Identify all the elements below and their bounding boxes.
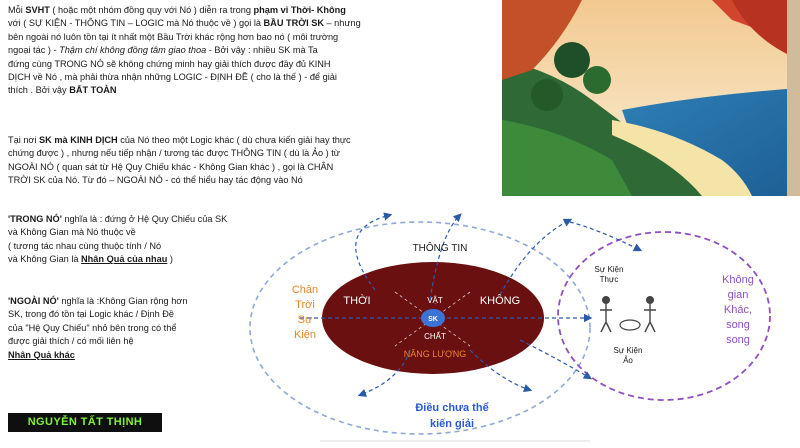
label-nang-luong: NĂNG LƯỢNG bbox=[403, 349, 467, 359]
label-khong-gian-2: gian bbox=[727, 289, 749, 301]
label-su-kien-thuc-1: Sự Kiện bbox=[594, 265, 624, 274]
label-khong-gian-5: song bbox=[726, 334, 750, 346]
label-chan-troi-3: Sự bbox=[297, 314, 313, 326]
label-chan-troi-4: Kiện bbox=[293, 329, 317, 341]
horizon-paragraph: Tại nơi SK mà KINH DỊCH của Nó theo một Logic khác ( dù chưa kiến giải hay thực chứng được ) , nhưng nếu tiếp nhận / tương tác được THÔNG TIN ( dù là Ảo ) từ NGOÀI NÓ ( quan sát từ Hệ Quy Chiếu khác - Không Gian khác ) , gọi là CHÂN TRỜI SK của Nó. Từ đó – NGOÀI NÓ - có thể hiểu hay tác động vào Nó bbox=[8, 135, 351, 186]
label-su-kien-ao-2: Ảo bbox=[623, 356, 633, 365]
label-dieu-chua-2: kiến giải bbox=[429, 418, 475, 430]
intro-paragraph: Mỗi SVHT ( hoặc một nhóm đồng quy với Nó ) diễn ra trong phạm vi Thời- Không với ( SỰ KIỆN - THÔNG TIN – LOGIC mà Nó thuộc về ) gọi là BẦU TRỜI SK – nhưng bên ngoài nó luôn tồn tại ít nhất một Bầu Trời khác rộng hơn bao nó ( môi trường ngoại tác ) - Thậm chí không đồng tâm giao thoa - Bởi vậy : nhiều SK mà Ta đứng cùng TRONG NÓ sẽ không chứng minh hay giải thích được đầy đủ KINH DỊCH về Nó , mà phải thừa nhận những LOGIC - ĐỊNH ĐỀ ( cho là thế ) - để giải thích . Bởi vậy BẤT TOÀN bbox=[8, 5, 361, 96]
author-signature: NGUYỄN TẤT THỊNH bbox=[8, 413, 162, 432]
label-su-kien-ao-1: Sự Kiện bbox=[613, 346, 643, 355]
label-khong-gian-3: Khác, bbox=[723, 304, 753, 316]
outside-definition: 'NGOÀI NÓ' nghĩa là :Không Gian rộng hơn SK, trong đó tồn tại Logic khác / Định Đề của "Hệ Quy Chiếu" nhỏ bên trong có thể được giải thích / có mối liên hệ Nhân Quả khác bbox=[8, 296, 188, 360]
figure-su-kien-thuc bbox=[600, 296, 612, 332]
arrow-down-far bbox=[520, 340, 590, 378]
figure-su-kien-ao bbox=[644, 296, 656, 332]
label-thoi: THỜI bbox=[343, 295, 371, 307]
sk-label: SK bbox=[428, 316, 438, 323]
label-chat: CHẤT bbox=[424, 332, 446, 341]
label-chan-troi-1: Chân bbox=[291, 284, 319, 296]
parallel-space-circle bbox=[558, 232, 770, 400]
portal-ring bbox=[620, 320, 640, 330]
label-thong-tin: THÔNG TIN bbox=[412, 243, 468, 254]
label-khong: KHÔNG bbox=[479, 295, 521, 307]
inside-definition: 'TRONG NÓ' nghĩa là : đứng ở Hệ Quy Chiếu của SK và Không Gian mà Nó thuộc về ( tương tác nhau cùng thuộc tính / Nó và Không Gian là Nhân Quả của nhau ) bbox=[8, 214, 228, 265]
label-khong-gian-1: Không bbox=[722, 274, 754, 286]
label-vat: VẬT bbox=[427, 296, 443, 305]
label-dieu-chua-1: Điều chưa thể bbox=[415, 402, 489, 414]
label-chan-troi-2: Trời bbox=[295, 299, 315, 311]
label-khong-gian-4: song bbox=[726, 319, 750, 331]
label-su-kien-thuc-2: Thực bbox=[599, 275, 619, 284]
